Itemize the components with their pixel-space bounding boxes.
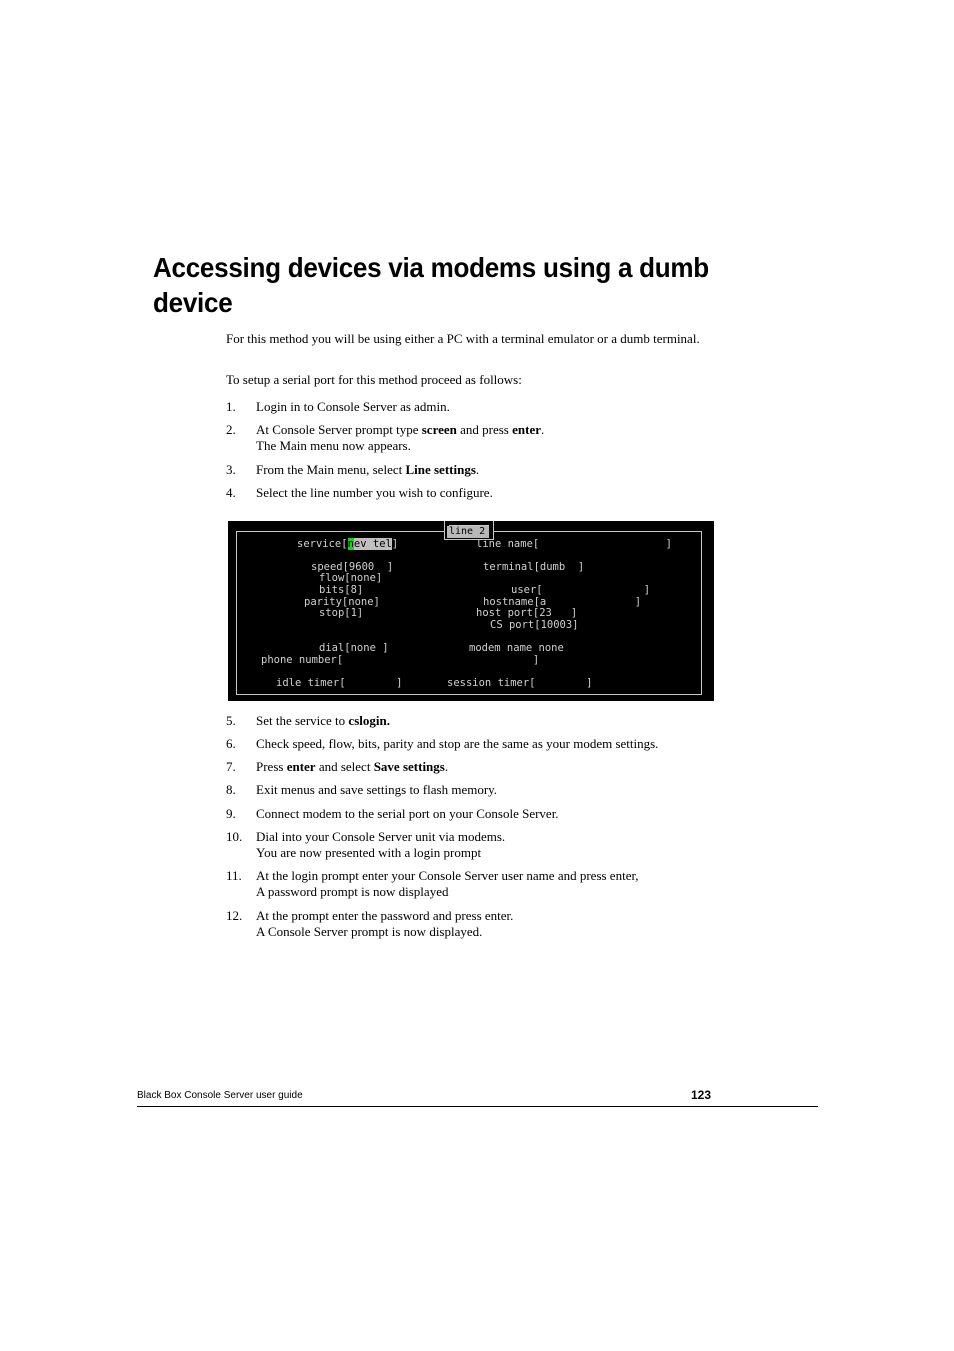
page-title: Accessing devices via modems using a dumb device <box>153 252 709 318</box>
speed-field: speed[9600 ] <box>311 561 394 573</box>
phone-number-field: phone number[ ] <box>261 654 540 666</box>
step-number: 8. <box>226 782 236 797</box>
setup-paragraph: To setup a serial port for this method proceed as follows: <box>226 372 522 387</box>
step-number: 9. <box>226 806 236 821</box>
step-subtext: The Main menu now appears. <box>256 438 411 453</box>
step-number: 6. <box>226 736 236 751</box>
step-number: 10. <box>226 829 243 844</box>
step-text: Login in to Console Server as admin. <box>256 399 450 414</box>
host-port-field: host port[23 ] <box>476 607 578 619</box>
bits-field: bits[8] <box>319 584 364 596</box>
user-field: user[ ] <box>511 584 651 596</box>
footer-doc-title: Black Box Console Server user guide <box>137 1090 303 1101</box>
step-text: Press enter and select Save settings. <box>256 759 449 774</box>
intro-paragraph: For this method you will be using either a PC with a terminal emulator or a dumb terminal. <box>226 331 700 346</box>
step-text: At the login prompt enter your Console Server user name and press enter, A password prompt is now displayed <box>256 868 706 900</box>
terminal-screenshot <box>228 521 714 701</box>
step-text: At the prompt enter the password and press enter. A Console Server prompt is now displayed. <box>256 908 706 940</box>
step-number: 7. <box>226 759 236 774</box>
step-text: At Console Server prompt type screen and press enter. The Main menu now appears. <box>256 422 706 454</box>
stop-field: stop[1] <box>319 607 364 619</box>
service-field: service[nev tel] <box>297 538 399 550</box>
cs-port-field: CS port[10003] <box>490 619 579 631</box>
flow-field: flow[none] <box>319 572 383 584</box>
session-timer-field: session timer[ ] <box>447 677 593 689</box>
step-number: 1. <box>226 399 236 414</box>
hostname-field: hostname[a ] <box>483 596 642 608</box>
step-number: 5. <box>226 713 236 728</box>
step-text: Select the line number you wish to configure. <box>256 485 493 500</box>
step-text: Connect modem to the serial port on your Console Server. <box>256 806 559 821</box>
terminal-field: terminal[dumb ] <box>483 561 585 573</box>
terminal-frame <box>236 531 702 695</box>
step-number: 3. <box>226 462 236 477</box>
step-text: Check speed, flow, bits, parity and stop are the same as your modem settings. <box>256 736 659 751</box>
step-text: Set the service to cslogin. <box>256 713 390 728</box>
step-subtext: A password prompt is now displayed <box>256 884 449 899</box>
step-number: 2. <box>226 422 236 437</box>
modem-name-field: modem name none <box>469 642 564 654</box>
footer-divider <box>137 1106 818 1107</box>
idle-timer-field: idle timer[ ] <box>276 677 403 689</box>
step-number: 4. <box>226 485 236 500</box>
parity-field: parity[none] <box>304 596 380 608</box>
step-subtext: A Console Server prompt is now displayed. <box>256 924 483 939</box>
step-number: 12. <box>226 908 243 923</box>
line-tab-label: line 2 <box>447 526 489 538</box>
step-text: From the Main menu, select Line settings. <box>256 462 480 477</box>
step-subtext: You are now presented with a login prompt <box>256 845 482 860</box>
dial-field: dial[none ] <box>319 642 389 654</box>
step-text: Dial into your Console Server unit via modems. You are now presented with a login prompt <box>256 829 706 861</box>
line-name-field: line name[ ] <box>476 538 672 550</box>
step-number: 11. <box>226 868 242 883</box>
page-number: 123 <box>691 1088 712 1102</box>
step-text: Exit menus and save settings to flash memory. <box>256 782 498 797</box>
